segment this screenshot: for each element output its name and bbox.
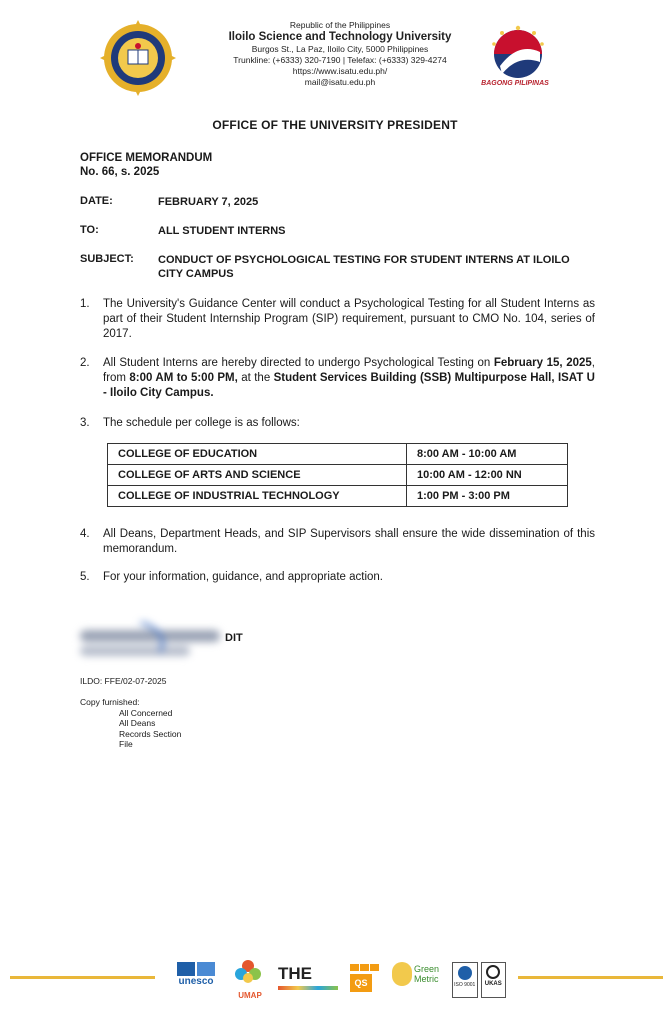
university-name: Iloilo Science and Technology University xyxy=(228,31,452,43)
iso-globe-icon xyxy=(458,966,472,980)
umap-text: UMAP xyxy=(238,991,262,1000)
letterhead xyxy=(190,20,490,88)
date-label: DATE: xyxy=(80,195,113,207)
item-2-time: 8:00 AM to 5:00 PM, xyxy=(129,372,238,384)
item-4 xyxy=(80,527,595,557)
iso-ukas-logo xyxy=(452,958,506,1004)
qs-text: QS xyxy=(350,974,372,992)
item-1-text: The University's Guidance Center will conduct a Psychological Testing for all Student Interns as part of their Student Internship Program (SIP) requirement, pursuant to CMO No. 104, series of 2017. xyxy=(103,298,595,340)
republic-line: Republic of the Philippines xyxy=(289,20,391,30)
item-3 xyxy=(80,416,595,431)
schedule-table xyxy=(107,443,568,507)
iso-badge xyxy=(452,962,478,998)
item-1-number: 1. xyxy=(80,298,90,310)
memo-title: OFFICE MEMORANDUM xyxy=(80,152,213,164)
copy-furnished-label: Copy furnished: xyxy=(80,697,140,707)
college-cell: COLLEGE OF INDUSTRIAL TECHNOLOGY xyxy=(108,486,407,507)
college-cell: COLLEGE OF EDUCATION xyxy=(108,444,407,465)
item-5 xyxy=(80,570,595,585)
qs-logo xyxy=(350,958,380,1004)
time-cell: 10:00 AM - 12:00 NN xyxy=(407,465,568,486)
item-2-text-a: All Student Interns are hereby directed to undergo Psychological Testing on xyxy=(103,357,494,369)
item-1 xyxy=(80,297,595,342)
footer-rule-right xyxy=(518,976,663,979)
time-cell: 1:00 PM - 3:00 PM xyxy=(407,486,568,507)
address-line: Burgos St., La Paz, Iloilo City, 5000 Philippines xyxy=(251,44,429,54)
greenmetric-text-b: Metric xyxy=(414,974,439,984)
item-3-text: The schedule per college is as follows: xyxy=(103,417,300,429)
table-row xyxy=(108,444,568,465)
to-label: TO: xyxy=(80,224,99,236)
university-seal-icon xyxy=(100,20,176,96)
bagong-pilipinas-label: BAGONG PILIPINAS xyxy=(481,80,549,87)
unesco-temple-icon xyxy=(177,962,195,976)
item-2 xyxy=(80,356,595,401)
phone-line: Trunkline: (+6333) 320-7190 | Telefax: (+6333) 329-4274 xyxy=(233,55,447,65)
ukas-badge xyxy=(481,962,507,998)
copy-recipient: File xyxy=(119,739,133,749)
ukas-crown-icon xyxy=(486,965,500,979)
greenmetric-logo xyxy=(392,958,444,1004)
college-cell: COLLEGE OF ARTS AND SCIENCE xyxy=(108,465,407,486)
item-4-text: All Deans, Department Heads, and SIP Supervisors shall ensure the wide dissemination of this memorandum. xyxy=(103,528,595,555)
iso-text: ISO 9001 xyxy=(454,982,476,988)
unesco-network-icon xyxy=(197,962,215,976)
qs-stars-icon xyxy=(350,964,380,971)
copy-furnished xyxy=(80,697,181,750)
ildo-reference: ILDO: FFE/02-07-2025 xyxy=(80,676,167,686)
memo-number: No. 66, s. 2025 xyxy=(80,166,160,178)
redacted-signature-icon xyxy=(80,622,220,662)
table-row xyxy=(108,465,568,486)
signatory-suffix: DIT xyxy=(225,632,243,644)
to-value: ALL STUDENT INTERNS xyxy=(158,225,286,237)
the-rainbow-bar xyxy=(278,986,338,990)
time-cell: 8:00 AM - 10:00 AM xyxy=(407,444,568,465)
item-2-text-c: , from xyxy=(103,357,595,384)
item-2-text xyxy=(103,356,595,401)
email-link[interactable]: mail@isatu.edu.ph xyxy=(304,77,376,87)
office-title: OFFICE OF THE UNIVERSITY PRESIDENT xyxy=(212,118,458,132)
footer-rule-left xyxy=(10,976,155,979)
copy-recipient: Records Section xyxy=(119,728,182,739)
the-logo xyxy=(278,958,338,1004)
copy-recipient: All Deans xyxy=(119,718,156,728)
subject-label: SUBJECT: xyxy=(80,253,134,265)
greenmetric-ui-icon xyxy=(392,962,412,986)
the-text: THE xyxy=(278,964,312,983)
item-5-text: For your information, guidance, and appropriate action. xyxy=(103,571,383,583)
item-2-number: 2. xyxy=(80,357,90,369)
greenmetric-text-a: Green xyxy=(414,964,440,974)
item-4-number: 4. xyxy=(80,528,90,540)
unesco-text: unesco xyxy=(178,976,214,987)
subject-value: CONDUCT OF PSYCHOLOGICAL TESTING FOR STUDENT INTERNS AT ILOILO CITY CAMPUS xyxy=(158,254,570,280)
date-value: FEBRUARY 7, 2025 xyxy=(158,196,259,208)
item-2-date: February 15, 2025 xyxy=(493,357,592,369)
umap-logo xyxy=(233,958,267,1004)
item-5-number: 5. xyxy=(80,571,90,583)
unesco-logo xyxy=(170,958,222,1004)
ukas-text: UKAS xyxy=(484,981,502,987)
item-3-number: 3. xyxy=(80,417,90,429)
table-row xyxy=(108,486,568,507)
copy-recipient: All Concerned xyxy=(119,707,173,718)
website-link[interactable]: https://www.isatu.edu.ph/ xyxy=(292,66,388,76)
memo-heading xyxy=(80,151,212,179)
item-2-venue: Student Services Building (SSB) Multipurpose Hall, ISAT U - Iloilo City Campus. xyxy=(103,372,595,399)
umap-flower-icon xyxy=(233,958,263,986)
item-2-text-e: at the xyxy=(237,372,274,384)
